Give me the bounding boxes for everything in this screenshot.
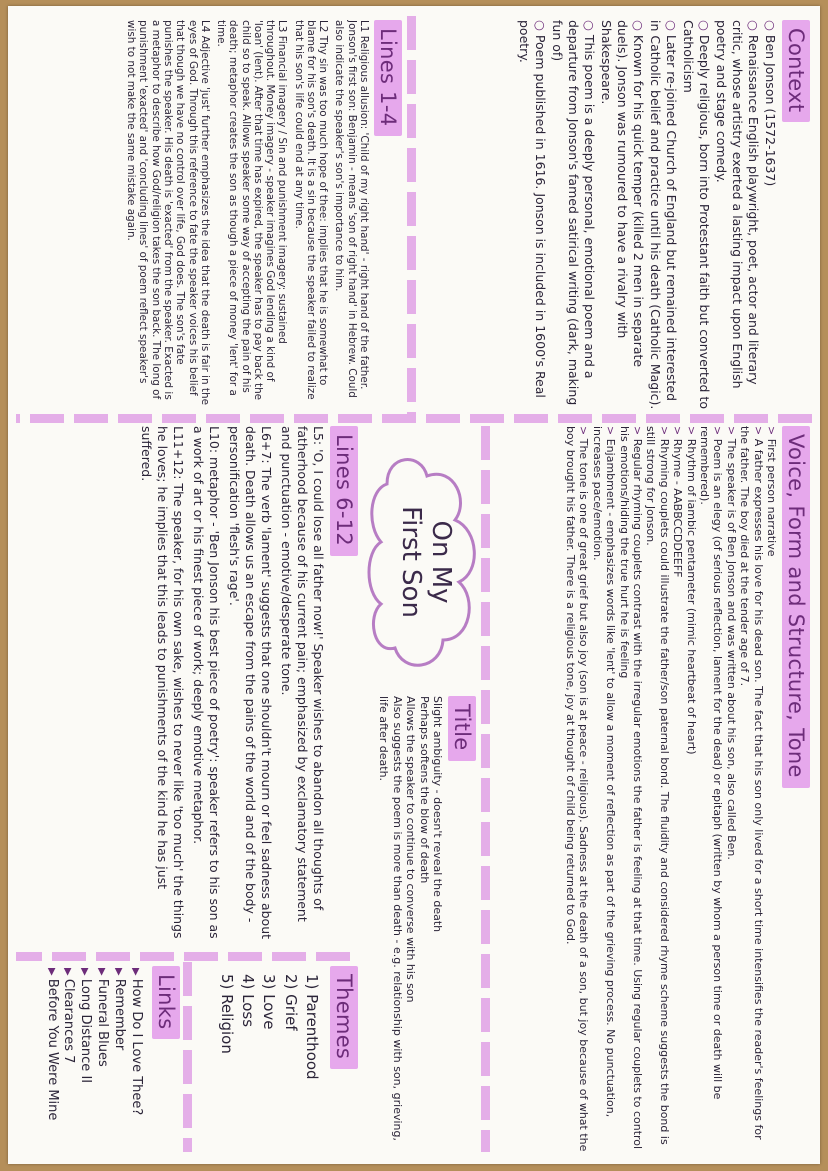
theme-item: 1) Parenthood (303, 974, 321, 1080)
lines-1-4-panel (12, 20, 402, 408)
section-divider (16, 952, 350, 961)
voice-form-panel (492, 426, 810, 1152)
voice-form-items (564, 426, 779, 1152)
title-note: Slight ambiguity - doesn't reveal the death (431, 696, 444, 933)
lines-6-12-panel (12, 426, 358, 948)
context-bullet: ○ This poem is a deeply personal, emotional poem and a departure from Jonson's famed satirical writing (dark, making fun of) (549, 20, 597, 410)
title-panel-notes (377, 696, 444, 1152)
lines-6-12-heading: Lines 6-12 (330, 426, 358, 556)
theme-item: 2) Grief (281, 974, 300, 1031)
voice-item: > The speaker is of Ben Jonson and was written about his son, also called Ben. (724, 426, 737, 1152)
voice-item: > Poem is an elegy (of serious reflection, lament for the dead) or epitaph (written by whom a person time or death will be remembered). (698, 426, 725, 1152)
voice-item: > Enjambment - emphasizes words like 'lent' to allow a moment of reflection as part of the grieving process. No punctuation, increases pace/emotion. (590, 426, 617, 1152)
title-panel (366, 696, 476, 1152)
voice-item: > First person narrative (765, 426, 778, 1152)
links-heading: Links (152, 966, 180, 1039)
theme-item: 4) Loss (239, 974, 258, 1028)
analysis-note: L6+7: The verb 'lament' suggests that one shouldn't mourn or feel sadness about death. Death allows us an escape from the pains of the world and of the body - personification 'flesh's rage'. (227, 426, 274, 940)
lines-6-12-notes (138, 426, 326, 948)
link-item: ▶ Clearances 7 (60, 968, 77, 1156)
title-note: Also suggests the poem is more than death - e.g. relationship with son, grieving, life after death. (377, 696, 404, 1141)
context-bullet: ○ Deeply religious, born into Protestant faith but converted to Catholicism (680, 20, 712, 410)
voice-form-heading: Voice, Form and Structure, Tone (782, 426, 810, 788)
voice-item: > A father expresses his love for his dead son. The fact that his son only lived for a short time intensifies the reader's feelings for the father. The boy died at the tender age of 7. (738, 426, 765, 1152)
link-item: ▶ How Do I Love Thee? (127, 968, 144, 1156)
voice-item: > Rhythm of iambic pentameter (mimic heartbeat of heart) (684, 426, 697, 1152)
title-note: Perhaps softens the blow of death (417, 696, 431, 884)
analysis-note: L1 Religious allusion: 'Child of my right hand' - right hand of the father. Jonson's first son: Benjamin - means 'son of right hand' in Hebrew. Could also indicate the speaker's son's importance to him. (333, 20, 370, 398)
context-bullet: ○ Known for his quick temper (killed 2 men in separate duels). Jonson was rumoured to have a rivalry with Shakespeare. (598, 20, 646, 410)
analysis-note: L3 Financial imagery / Sin and punishment imagery: sustained throughout. Money imagery - speaker imagines God lending a kind of 'loan' (lent). After that time has expired, the speaker has to pay back the child so to speak. Allows speaker some way of accepting the pain of his death; metaphor creates the son as though a piece of money 'lent' for a time. (215, 20, 289, 401)
lines-1-4-notes (125, 20, 370, 408)
context-bullet: ○ Ben Jonson (1572-1637) (762, 20, 778, 410)
themes-list (216, 974, 322, 1152)
title-panel-heading: Title (448, 696, 476, 761)
study-sheet (8, 6, 820, 1164)
analysis-note: L10: metaphor - 'Ben Jonson his best piece of poetry': speaker refers to his son as a work of art or his finest piece of work; deeply emotive metaphor. (191, 426, 222, 939)
title-cloud (365, 444, 485, 680)
context-bullet: ○ Poem published in 1616. Jonson is included in 1600's Real poetry. (516, 20, 548, 410)
voice-item: > Rhyming couplets could illustrate the father/son paternal bond. The fluidity and considered rhyme scheme suggests the bond is still strong for Jonson. (644, 426, 671, 1152)
voice-item: > The tone is one of great grief but also joy (son is at peace - religious). Sadness at the death of a son, but joy because of what the boy brought his father. There is a religious tone, joy at thought of child being returned to God. (564, 426, 591, 1152)
analysis-note: L4 Adjective 'just' further emphasizes the idea that the death is fair in the eyes of God. Through this reference to fate the speaker voices his belief that though we have no control over life, God does. The son's fate punishes the speaker. His death is 'exacted' from the speaker. Exacted is a metaphor to describe how God/religion takes the son back. The long of punishment 'exacted' and 'concluding lines' of poem reflect speaker's wish to not make the same mistake again. (125, 20, 211, 405)
poem-title-line2: First Son (396, 506, 427, 618)
link-item: ▶ Long Distance II (76, 968, 93, 1156)
link-item: ▶ Before You Were Mine (43, 968, 60, 1156)
themes-heading: Themes (330, 966, 358, 1069)
poem-title-line1: On My (426, 520, 456, 604)
section-divider (183, 962, 192, 1152)
links-panel (12, 966, 180, 1156)
context-bullets (516, 20, 778, 410)
title-note: Allows the speaker to continue to converse with his son (404, 696, 418, 1003)
section-divider (407, 16, 416, 416)
context-heading: Context (782, 20, 810, 122)
themes-panel (198, 966, 358, 1152)
theme-item: 3) Love (260, 974, 279, 1030)
voice-item: > Regular rhyming couplets contrast with the irregular emotions the father is feeling at that time. Using regular couplets to control his emotions/hiding the true hurt he is feeling (617, 426, 644, 1152)
context-bullet: ○ Later re-joined Church of England but remained interested in Catholic belief and practice until his death (Catholic Magic). (647, 20, 679, 410)
theme-item: 5) Religion (217, 974, 236, 1054)
links-list (43, 968, 144, 1156)
voice-item: > Rhyme - AABBCCDDEEFF (671, 426, 684, 1152)
section-divider (16, 414, 812, 423)
rotated-notes-page (8, 6, 820, 1164)
link-item: ▶ Remember (110, 968, 127, 1156)
analysis-note: L2 Thy sin was too much hope of thee: implies that he is somewhat to blame for his son's death. It is a sin because the speaker failed to realize that his son's life could end at any time. (292, 20, 330, 400)
analysis-note: L11+12: The speaker, for his own sake, wishes to never like 'too much' the things he loves; he implies that this leads to punishments of the kind he has just suffered. (139, 426, 186, 939)
analysis-note: L5: 'O, I could lose all father now!' Speaker wishes to abandon all thoughts of fatherhood because of his current pain; emphasized by exclamatory statement and punctuation - emotive/desperate tone. (279, 426, 326, 922)
poem-title (395, 444, 455, 680)
lines-1-4-heading: Lines 1-4 (374, 20, 402, 136)
link-item: ▶ Funeral Blues (93, 968, 110, 1156)
context-panel (418, 20, 810, 410)
context-bullet: ○ Renaissance English playwright, poet, actor and literary critic, whose artistry exerted a lasting impact upon English poetry and stage comedy. (713, 20, 761, 410)
